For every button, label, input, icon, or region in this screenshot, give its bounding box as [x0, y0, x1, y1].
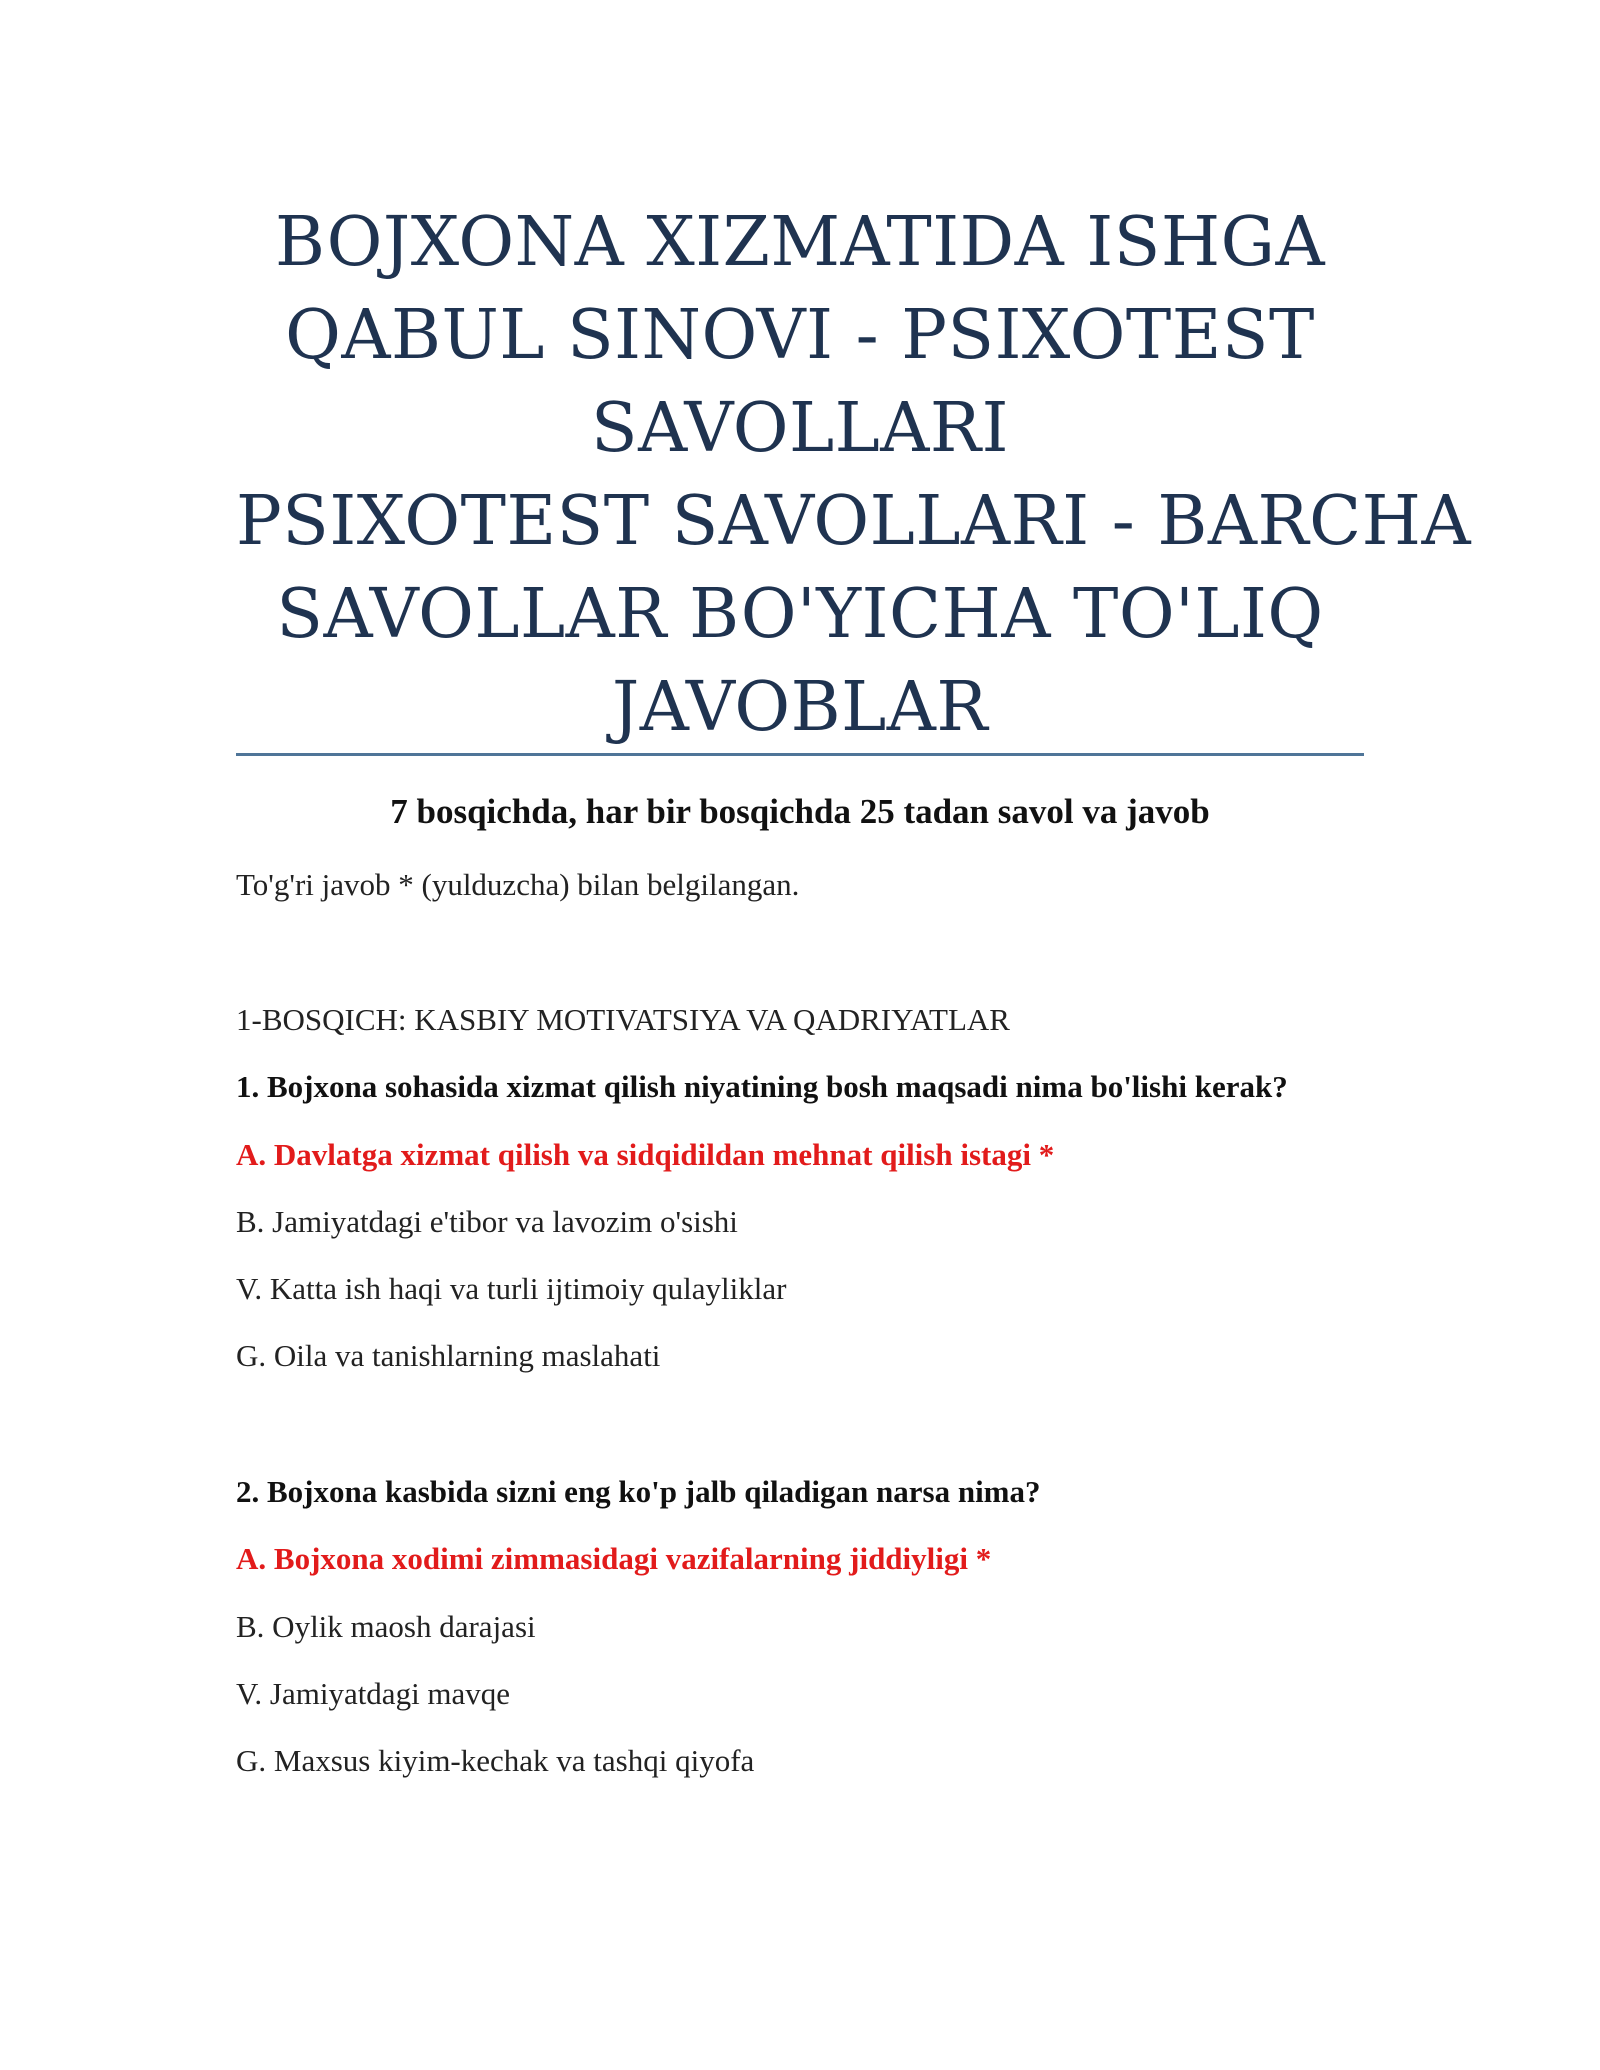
title-line: SAVOLLARI [591, 389, 1009, 468]
answer-key-note: To'g'ri javob * (yulduzcha) bilan belgilangan. [236, 867, 800, 902]
question-2-option-b: B. Oylik maosh darajasi [236, 1609, 536, 1644]
document-title [236, 196, 1472, 754]
title-line: PSIXOTEST SAVOLLARI - BARCHA [236, 482, 1472, 561]
title-line: QABUL SINOVI - PSIXOTEST [285, 296, 1315, 375]
section-heading: 1-BOSQICH: KASBIY MOTIVATSIYA VA QADRIYATLAR [236, 1002, 1010, 1037]
question-1-option-a-correct: A. Davlatga xizmat qilish va sidqidildan mehnat qilish istagi * [236, 1137, 1055, 1172]
title-line: JAVOBLAR [611, 668, 989, 747]
question-1-option-b: B. Jamiyatdagi e'tibor va lavozim o'sishi [236, 1204, 738, 1239]
question-2-option-a-correct: A. Bojxona xodimi zimmasidagi vazifalarning jiddiyligi * [236, 1541, 992, 1576]
question-1-option-g: G. Oila va tanishlarning maslahati [236, 1338, 661, 1373]
title-divider [236, 753, 1364, 756]
question-2-option-v: V. Jamiyatdagi mavqe [236, 1676, 511, 1711]
document-subtitle: 7 bosqichda, har bir bosqichda 25 tadan savol va javob [390, 792, 1210, 831]
title-line: BOJXONA XIZMATIDA ISHGA [274, 203, 1326, 282]
question-1-option-v: V. Katta ish haqi va turli ijtimoiy qulayliklar [236, 1271, 787, 1306]
question-2-option-g: G. Maxsus kiyim-kechak va tashqi qiyofa [236, 1743, 755, 1778]
title-line: SAVOLLAR BO'YICHA TO'LIQ [276, 575, 1324, 654]
question-1: 1. Bojxona sohasida xizmat qilish niyatining bosh maqsadi nima bo'lishi kerak? [236, 1069, 1288, 1104]
question-2: 2. Bojxona kasbida sizni eng ko'p jalb qiladigan narsa nima? [236, 1474, 1041, 1509]
